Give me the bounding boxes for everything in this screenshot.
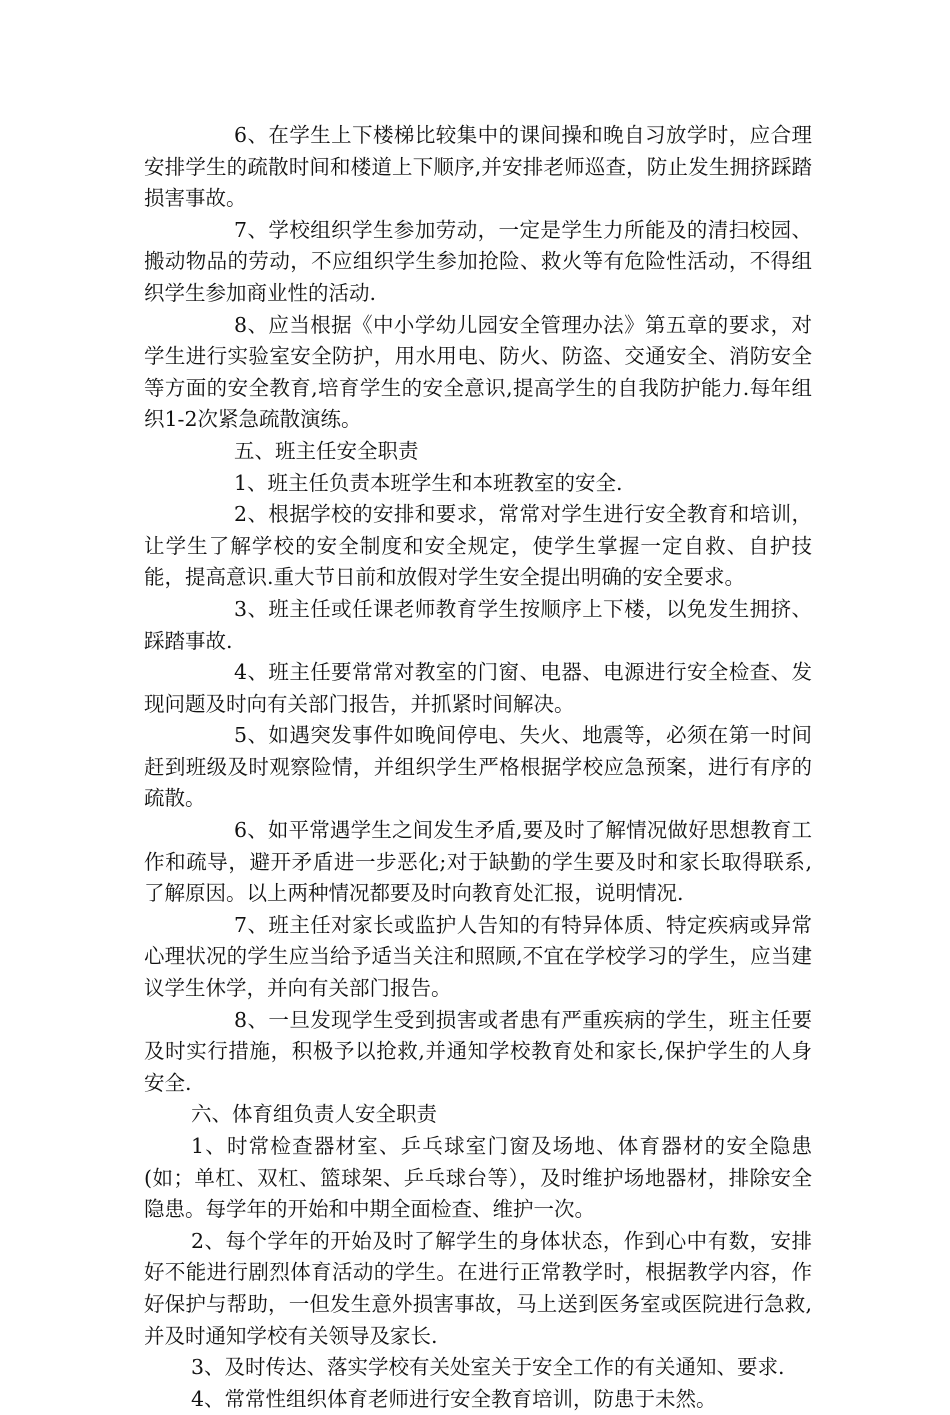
paragraph: 6、在学生上下楼梯比较集中的课间操和晚自习放学时，应合理安排学生的疏散时间和楼道上下顺序,并安排老师巡查，防止发生拥挤踩踏损害事故。 [144,123,812,211]
document-body [144,120,812,1415]
paragraph: 7、班主任对家长或监护人告知的有特异体质、特定疾病或异常心理状况的学生应当给予适当关注和照顾,不宜在学校学习的学生，应当建议学生休学，并向有关部门报告。 [144,912,812,1001]
paragraph: 2、每个学年的开始及时了解学生的身体状态，作到心中有数，安排好不能进行剧烈体育活动的学生。在进行正常教学时，根据教学内容，作好保护与帮助，一但发生意外损害事故，马上送到医务室或医院进行急救,并及时通知学校有关领导及家长. [144,1228,812,1348]
paragraph: 7、学校组织学生参加劳动，一定是学生力所能及的清扫校园、搬动物品的劳动，不应组织学生参加抢险、救火等有危险性活动，不得组织学生参加商业性的活动. [144,217,812,305]
paragraph: 8、应当根据《中小学幼儿园安全管理办法》第五章的要求，对学生进行实验室安全防护，用水用电、防火、防盗、交通安全、消防安全等方面的安全教育,培育学生的安全意识,提高学生的自我防护能力.每年组织1-2次紧急疏散演练。 [144,312,812,432]
section-heading: 六、体育组负责人安全职责 [191,1102,437,1127]
paragraph: 4、班主任要常常对教室的门窗、电器、电源进行安全检查、发现问题及时向有关部门报告，并抓紧时间解决。 [144,660,812,716]
paragraph: 1、班主任负责本班学生和本班教室的安全. [234,470,623,495]
paragraph: 3、班主任或任课老师教育学生按顺序上下楼，以免发生拥挤、踩踏事故. [144,596,812,653]
paragraph: 6、如平常遇学生之间发生矛盾,要及时了解情况做好思想教育工作和疏导，避开矛盾进一步恶化;对于缺勤的学生要及时和家长取得联系,了解原因。以上两种情况都要及时向教育处汇报，说明情况. [144,818,812,906]
paragraph: 1、时常检查器材室、乒乓球室门窗及场地、体育器材的安全隐患(如；单杠、双杠、篮球架、乒乓球台等），及时维护场地器材，排除安全隐患。每学年的开始和中期全面检查、维护一次。 [144,1134,812,1222]
paragraph: 4、常常性组织体育老师进行安全教育培训，防患于未然。 [191,1386,717,1411]
paragraph: 8、一旦发现学生受到损害或者患有严重疾病的学生，班主任要及时实行措施，积极予以抢救,并通知学校教育处和家长,保护学生的人身安全. [144,1007,812,1095]
paragraph: 2、根据学校的安排和要求，常常对学生进行安全教育和培训，让学生了解学校的安全制度和安全规定，使学生掌握一定自救、自护技能，提高意识.重大节日前和放假对学生安全提出明确的安全要求。 [144,502,812,590]
section-heading: 五、班主任安全职责 [234,438,419,463]
paragraph: 3、及时传达、落实学校有关处室关于安全工作的有关通知、要求. [191,1355,785,1380]
paragraph: 5、如遇突发事件如晚间停电、失火、地震等，必须在第一时间赶到班级及时观察险情，并组织学生严格根据学校应急预案，进行有序的疏散。 [144,723,812,811]
